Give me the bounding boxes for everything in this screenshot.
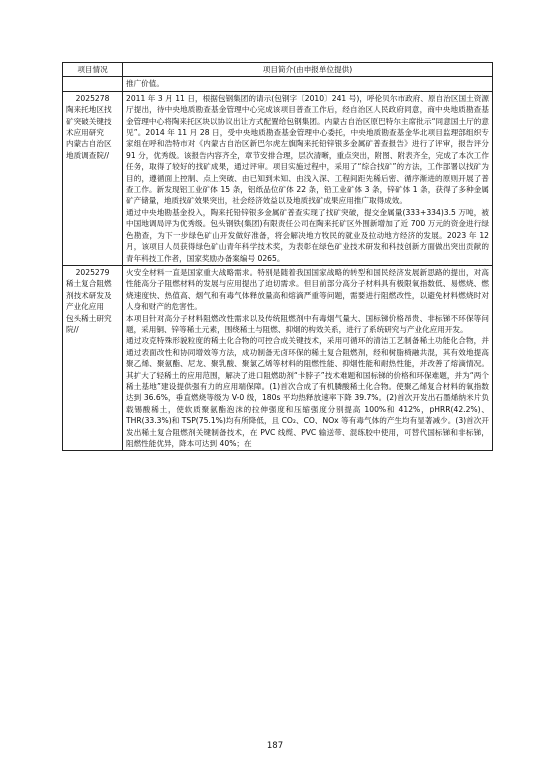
project-title: 陶来托地区找矿突破关键技术应用研究 <box>66 105 112 138</box>
project-info-cell <box>63 77 123 91</box>
project-summary-cell <box>123 91 493 265</box>
header-project-summary: 项目简介(由申报单位提供) <box>123 63 493 77</box>
table-row <box>63 265 493 451</box>
project-info-cell <box>63 91 123 265</box>
summary-paragraph: 通过攻克特殊形貌粒度的稀土化合物的可控合成关键技术，采用可循环的清洁工艺制备稀土功能化合物，并通过表面改性和协同增效等方法，成功制备无卤环保的稀土复合阻燃剂，经和树脂椅融共混，其有效地提高聚乙烯、聚氨酯、尼龙、聚乳酸、聚氯乙烯等材料的阻燃性能、抑烟性能和耐热性能，并改善了熔滴情况。其扩大了轻稀土的应用范围，解决了进口阻燃助剂“卡脖子”技术难题和国标锑的价格和环保难题，并为“两个稀土基地”建设提供强有力的应用端保障。(1)首次合成了有机膦酸稀土化合物。使聚乙烯复合材料的氧指数达到 36.6%，垂直燃烧等级为 V-0 级，180s 平均热释放速率下降 39.7%。(2)首次开发出石墨烯纳米片负载锡酸稀土，使软质聚氨酯泡沫的拉伸强度和压缩强度分别提高 100%和 412%，pHRR(42.2%)、THR(33.3%)和 TSP(75.1%)均有所降低，且 CO₂、CO、NOx 等有毒气体的产生均有显著减少。(3)首次开发出稀土复合阻燃剂关键制备技术，在 PVC 线缆、PVC 输送带、混练胶中使用，可替代国标锑和非标锑，阻燃性能优异，降本可达到 40%；在 <box>126 336 489 448</box>
summary-paragraph: 推广价值。 <box>126 79 164 89</box>
project-organization: 包头稀土研究院// <box>66 313 112 334</box>
project-number: 2025278 <box>75 93 110 103</box>
summary-paragraph: 火安全材料一直是国家重大战略需求。特别是随着我国国家战略的转型和国民经济发展新思路的提出，对高性能高分子阻燃材料的发展与应用提出了迫切需求。但目前部分高分子材料具有极限氧指数低、易燃烧、燃烧速度快、热值高、烟气和有毒气体释放量高和熔滴严重等问题，需要进行阻燃改性，以避免材料燃烧时对人身和财产的危害性。 <box>126 267 489 312</box>
project-summary-cell <box>123 265 493 451</box>
summary-paragraph: 通过中央地勘基金投入，陶来托铅锌银多金属矿普查实现了找矿突破，提交金属量(333+334)3.5 万吨，被中国地调局评为优秀级。包头钢铁(集团)有限责任公司在陶来托矿区外围新增加了近 700 万元的资金进行绿色勘查，为下一步绿色矿山开发做好准备，将会解决地方牧民的就业及拉动地方经济的发展。2023 年 12 月，该项目人员获得绿色矿山青年科学技术奖，为表彰在绿色矿业技术研发和科技创新方面做出突出贡献的青年科技工作者，国家奖励办备案编号 0265。 <box>126 207 489 263</box>
project-summary-cell <box>123 77 493 91</box>
summary-paragraph: 本项目针对高分子材料阻燃改性需求以及传统阻燃剂中有毒烟气量大、国标锑价格昂贵、非标锑不环保等问题，采用铜、锌等稀土元素，围绕稀土与阻燃、抑烟的构效关系，进行了系统研究与产业化应用开发。 <box>126 313 489 334</box>
table-row <box>63 77 493 91</box>
project-number: 2025279 <box>75 267 110 277</box>
table-header-row <box>63 63 493 77</box>
project-title: 稀土复合阻燃剂技术研发及产业化应用 <box>66 279 112 312</box>
table-row <box>63 91 493 265</box>
summary-paragraph: 2011 年 3 月 11 日，根据包钢集团的请示(包钢字〔2010〕241 号)，呼伦贝尔市政府、原自治区国土资源厅提出，待中央地质勘查基金管理中心完成该项目普查工作后，经自治区人民政府同意，商中央地质勘查基金管理中心将陶来托区块以协议出让方式配置给包钢集团。内蒙古自治区原巴特尔主席批示“同意国土厅的意见”。2014 年 11 月 28 日，受中央地质勘查基金管理中心委托，中央地质勘查基金华北项目监理部组织专家组在呼和浩特市对《内蒙古自治区新巴尔虎左旗陶来托铅锌银多金属矿普查报告》进行了评审，报告评分 91 分，优秀级。该报告内容齐全，章节安排合理，层次清晰，重点突出，附图、附表齐全，完成了本次工作任务，取得了较好的找矿成果，通过评审。项目实施过程中，采用了“综合找矿”的方法，工作部署以找矿为目的，遵循面上控制、点上突破、由已知到未知、由浅入深、工程间距先稀后密、循序渐进的原则开展了普查工作。新发现铝工业矿体 15 条，铝纸品位矿体 22 条，铅工业矿体 3 条，锌矿体 1 条，获得了多种金属矿产储量，地质找矿效果突出，社会经济效益以及地质找矿成果应用推广取得成效。 <box>126 93 489 206</box>
project-organization: 内蒙古自治区地质调查院// <box>66 139 112 160</box>
page-number: 187 <box>266 741 284 751</box>
project-table <box>62 62 493 451</box>
header-project-info: 项目情况 <box>63 63 123 77</box>
project-info-cell <box>63 265 123 451</box>
